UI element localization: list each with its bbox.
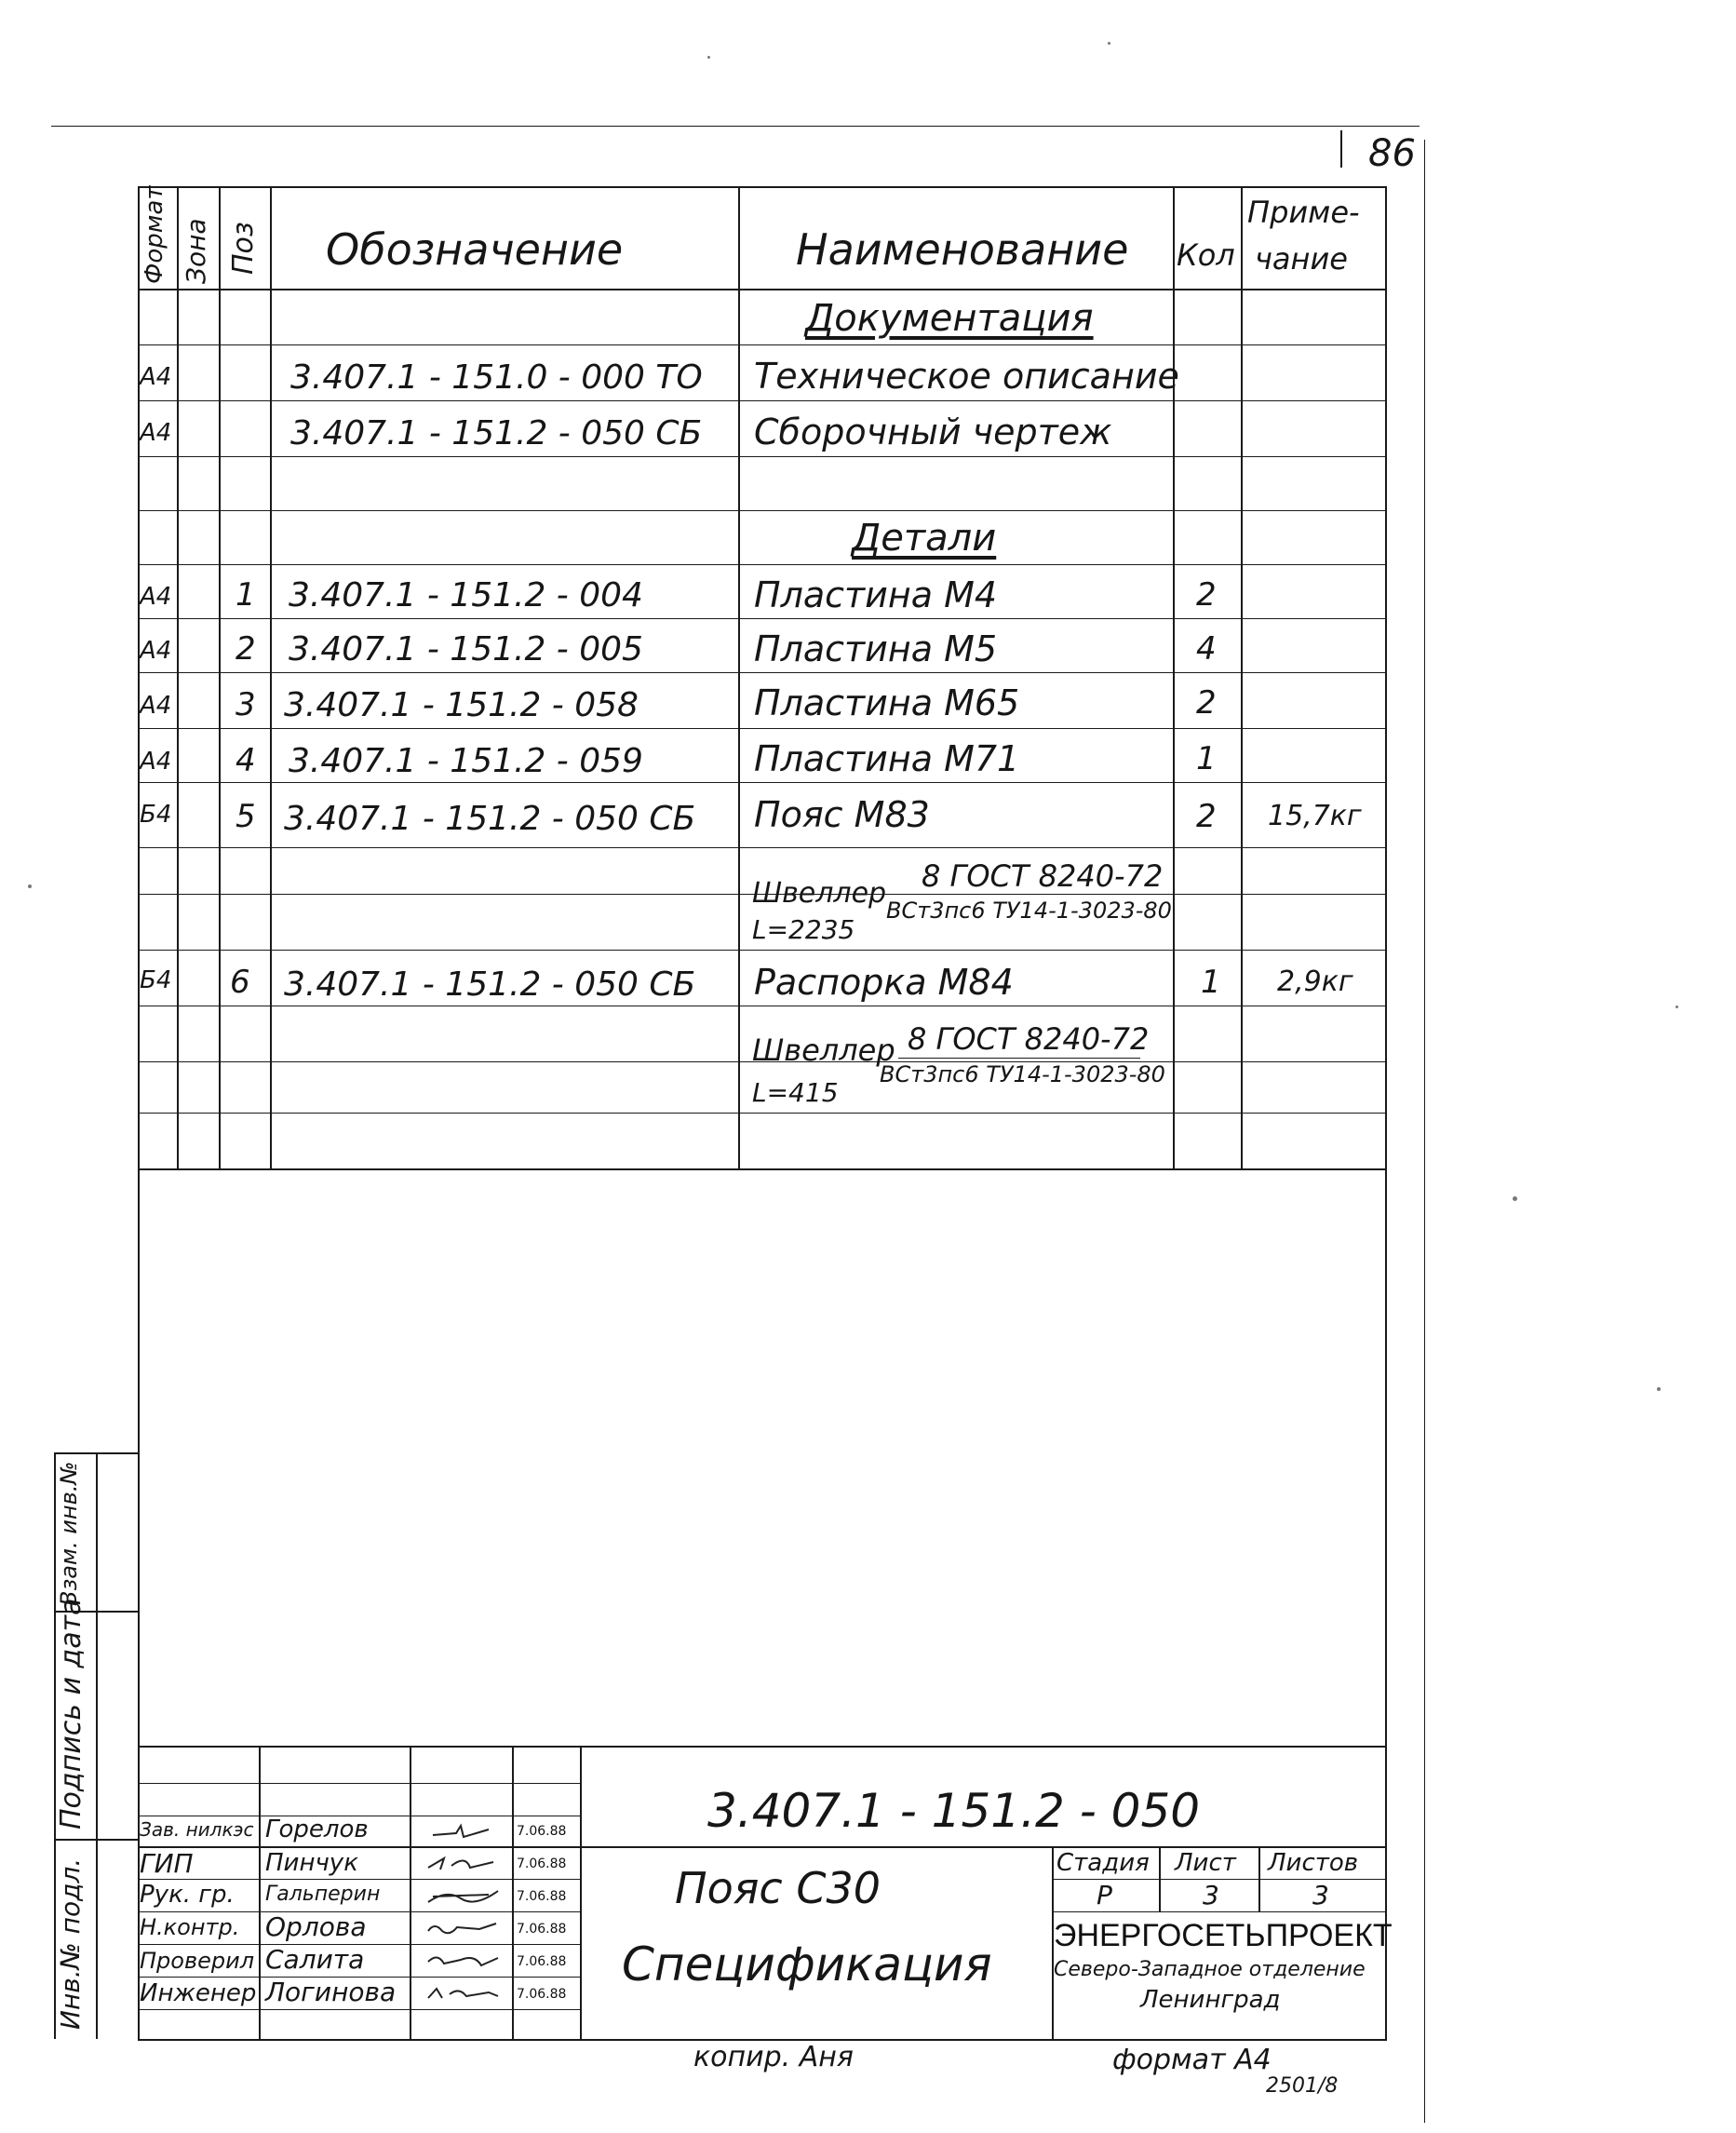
tb-org-line3: Ленинград: [1140, 1986, 1281, 2014]
tb-col-name-end: [410, 1746, 411, 2039]
material-1-top: 8 ГОСТ 8240-72: [922, 858, 1164, 894]
signer-name: Гальперин: [265, 1883, 381, 1906]
detail-format: Б4: [140, 801, 172, 829]
doc-row-2-designation: 3.407.1 - 151.2 - 050 СБ: [290, 414, 703, 452]
signature-icon: [424, 1918, 503, 1938]
tb-stage-bottom: [1052, 1911, 1387, 1912]
signer-date: 7.06.88: [517, 1824, 567, 1839]
header-pos: Поз: [227, 222, 260, 275]
sheet-number-divider: [1340, 130, 1342, 168]
tb-col-sign-end: [512, 1746, 514, 2039]
section-details: Детали: [852, 517, 997, 560]
material-2-prefix: Швеллер: [752, 1033, 895, 1068]
signer-name: Горелов: [265, 1816, 369, 1843]
detail-pos: 3: [236, 686, 256, 723]
detail-format: A4: [140, 692, 172, 720]
detail-name: Пластина М5: [754, 628, 998, 669]
detail-qty: 1: [1196, 740, 1217, 777]
side-strip-div-2: [54, 1839, 138, 1841]
header-zone: Зона: [181, 218, 211, 284]
signer-name: Пинчук: [265, 1849, 358, 1877]
tb-sheet-value: 3: [1203, 1880, 1219, 1910]
signer-date: 7.06.88: [517, 1889, 567, 1904]
signer-role: Н.контр.: [140, 1914, 240, 1940]
scan-speck: [1675, 1006, 1678, 1008]
side-strip-top: [54, 1452, 138, 1454]
detail-name: Пластина М4: [754, 574, 998, 615]
scan-top-line: [51, 126, 1420, 127]
tb-sheets-label: Листов: [1268, 1849, 1359, 1877]
title-block-top: [138, 1746, 1387, 1748]
material-2-fraction-line: [898, 1058, 1140, 1059]
header-name: Наименование: [796, 224, 1129, 275]
footer-stamp: 2501/8: [1266, 2074, 1339, 2098]
material-1-prefix: Швеллер: [752, 877, 887, 910]
tb-org-line1: ЭНЕРГОСЕТЬПРОЕКТ: [1054, 1918, 1393, 1953]
footer-copied: копир. Аня: [693, 2041, 854, 2073]
table-bottom-line: [138, 1168, 1387, 1170]
material-1-fraction-line: [882, 894, 1173, 895]
header-note-1: Приме-: [1247, 195, 1360, 230]
signer-role: Зав. нилкэс: [140, 1818, 254, 1841]
detail-designation: 3.407.1 - 151.2 - 050 СБ: [284, 800, 696, 838]
detail-note: 15,7кг: [1268, 800, 1362, 832]
signer-date: 7.06.88: [517, 1856, 567, 1871]
material-2-bottom: ВСт3пс6 ТУ14-1-3023-80: [880, 1061, 1165, 1087]
detail-qty: 2: [1196, 684, 1217, 722]
detail-designation: 3.407.1 - 151.2 - 005: [289, 630, 643, 668]
side-label-sign-date: Подпись и дата: [55, 1598, 87, 1829]
detail-format: A4: [140, 637, 172, 665]
signature-icon: [424, 1951, 503, 1971]
signer-role: Проверил: [140, 1948, 255, 1974]
tb-col-role-end: [259, 1746, 261, 2039]
tb-stage-label: Стадия: [1056, 1849, 1150, 1877]
detail-pos: 6: [230, 964, 250, 1001]
detail-pos: 1: [236, 576, 256, 614]
tb-org-line2: Северо-Западное отделение: [1054, 1958, 1366, 1981]
detail-format: A4: [140, 748, 172, 776]
section-documentation: Документация: [805, 297, 1094, 340]
side-label-replace-inv: Взам. инв.№: [56, 1461, 82, 1606]
tb-title-line2: Спецификация: [622, 1937, 992, 1991]
row-line: [138, 510, 1387, 511]
doc-row-1-format: A4: [140, 363, 172, 391]
tb-sheet-label: Лист: [1175, 1849, 1236, 1877]
detail-format: A4: [140, 583, 172, 611]
signer-name: Орлова: [265, 1911, 367, 1942]
detail-designation: 3.407.1 - 151.2 - 050 СБ: [284, 965, 696, 1004]
scan-speck: [1108, 42, 1110, 45]
tb-row-line: [138, 1879, 580, 1880]
row-line: [138, 456, 1387, 457]
row-line: [138, 400, 1387, 401]
row-line: [138, 950, 1387, 951]
detail-pos: 5: [236, 798, 256, 835]
row-line: [138, 847, 1387, 848]
tb-col-date-end: [580, 1746, 582, 2039]
detail-name: Распорка М84: [754, 962, 1014, 1003]
detail-name: Пластина М65: [754, 682, 1020, 723]
detail-note: 2,9кг: [1277, 965, 1353, 998]
material-1-length: L=2235: [752, 914, 855, 945]
detail-qty: 2: [1196, 576, 1217, 614]
signature-icon: [428, 1822, 493, 1841]
doc-row-2-name: Сборочный чертеж: [754, 412, 1112, 452]
row-line: [138, 1113, 1387, 1114]
signer-date: 7.06.88: [517, 1987, 567, 2002]
col-line-zone: [177, 186, 179, 1168]
signer-role: Рук. гр.: [140, 1881, 235, 1909]
col-line-name: [738, 186, 740, 1168]
scan-speck: [28, 884, 32, 888]
col-line-qty: [1173, 186, 1175, 1168]
detail-name: Пояс М83: [754, 794, 930, 835]
signer-name: Салита: [265, 1944, 365, 1975]
tb-row-line: [138, 1846, 1387, 1848]
row-line: [138, 672, 1387, 673]
material-2-length: L=415: [752, 1077, 839, 1108]
detail-designation: 3.407.1 - 151.2 - 059: [289, 742, 643, 780]
col-line-pos: [219, 186, 221, 1168]
detail-qty: 1: [1201, 964, 1221, 1001]
side-label-inv-orig: Инв.№ подл.: [55, 1857, 86, 2030]
row-line: [138, 618, 1387, 619]
header-note-2: чание: [1255, 241, 1348, 277]
header-designation: Обозначение: [326, 224, 624, 275]
header-line: [138, 289, 1387, 290]
signer-name: Логинова: [265, 1977, 397, 2007]
tb-doc-number: 3.407.1 - 151.2 - 050: [707, 1784, 1201, 1838]
row-line: [138, 782, 1387, 783]
row-line: [138, 344, 1387, 345]
detail-designation: 3.407.1 - 151.2 - 058: [284, 686, 639, 724]
signer-role: Инженер: [140, 1979, 257, 2007]
frame-right-outer: [1424, 140, 1425, 2123]
detail-format: Б4: [140, 966, 172, 994]
frame-top: [138, 186, 1387, 188]
footer-format: формат А4: [1112, 2044, 1272, 2076]
tb-row-line: [138, 1783, 580, 1784]
detail-pos: 2: [236, 630, 256, 668]
detail-name: Пластина М71: [754, 738, 1020, 779]
scan-speck: [1657, 1387, 1661, 1391]
doc-row-1-designation: 3.407.1 - 151.0 - 000 ТО: [290, 358, 703, 397]
tb-sheets-value: 3: [1312, 1880, 1329, 1910]
scan-speck: [707, 56, 710, 59]
signer-role: ГИП: [140, 1848, 194, 1879]
sheet-number: 86: [1368, 132, 1416, 175]
detail-designation: 3.407.1 - 151.2 - 004: [289, 576, 643, 614]
material-1-bottom: ВСт3пс6 ТУ14-1-3023-80: [886, 898, 1172, 924]
signer-date: 7.06.88: [517, 1922, 567, 1937]
col-line-designation: [270, 186, 272, 1168]
detail-qty: 4: [1196, 630, 1217, 668]
tb-title-line1: Пояс С30: [675, 1863, 881, 1913]
header-format: Формат: [141, 185, 168, 284]
header-qty: Кол: [1177, 237, 1235, 273]
material-2-top: 8 ГОСТ 8240-72: [908, 1021, 1150, 1057]
doc-row-2-format: A4: [140, 419, 172, 447]
signature-icon: [424, 1885, 503, 1906]
row-line: [138, 728, 1387, 729]
side-strip-mid: [96, 1452, 98, 2039]
scan-speck: [1513, 1196, 1517, 1201]
col-line-note: [1241, 186, 1243, 1168]
tb-row-line: [138, 2009, 580, 2010]
signer-date: 7.06.88: [517, 1954, 567, 1969]
row-line: [138, 564, 1387, 565]
signature-icon: [424, 1983, 503, 2004]
doc-row-1-name: Техническое описание: [754, 356, 1179, 397]
signature-icon: [424, 1853, 498, 1873]
detail-pos: 4: [236, 742, 256, 779]
tb-stage-value: Р: [1097, 1880, 1112, 1910]
detail-qty: 2: [1196, 798, 1217, 835]
